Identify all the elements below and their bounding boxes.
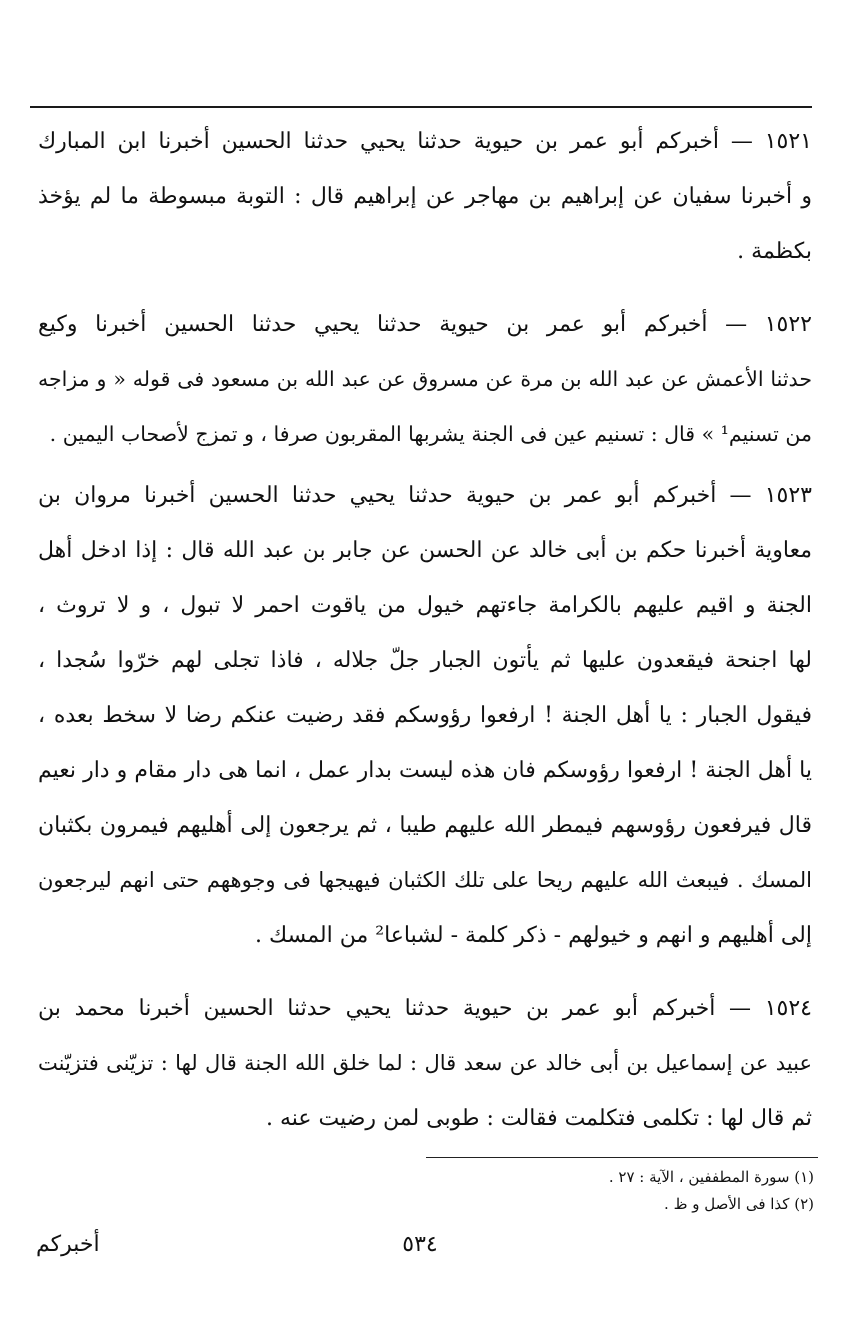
footnote: (٢) كذا فى الأصل و ظ .: [664, 1195, 814, 1213]
text-line: ثم قال لها : تكلمى فتكلمت فقالت : طوبى لمن رضيت عنه .: [265, 1106, 812, 1131]
text-line: يا أهل الجنة ! ارفعوا رؤوسكم فان هذه ليست بدار عمل ، انما هى دار مقام و دار نعيم: [38, 758, 812, 783]
text-line: عبيد عن إسماعيل بن أبى خالد عن سعد قال : لما خلق الله الجنة قال لها : تزيّنى فتزيّنت: [38, 1051, 812, 1075]
text-line: من تسنيم¹ » قال : تسنيم عين فى الجنة يشربها المقربون صرفا ، و تمزج لأصحاب اليمين .: [49, 422, 812, 446]
footnote: (١) سورة المطففين ، الآية : ٢٧ .: [608, 1168, 814, 1186]
text-line: ١٥٢١ — أخبركم أبو عمر بن حيوية حدثنا يحيي حدثنا الحسين أخبرنا ابن المبارك: [38, 129, 812, 154]
text-line: لها اجنحة فيقعدون عليها ثم يأتون الجبار جلّ جلاله ، فاذا تجلى لهم خرّوا سُجدا ،: [38, 648, 812, 673]
page-footer: [0, 1232, 856, 1272]
text-line: معاوية أخبرنا حكم بن أبى خالد عن الحسن عن جابر بن عبد الله قال : إذا ادخل أهل: [38, 538, 812, 563]
entry-1521: [38, 114, 812, 279]
text-line: قال فيرفعون رؤوسهم فيمطر الله عليهم طيبا ، ثم يرجعون إلى أهليهم فيمرون بكثبان: [38, 813, 812, 838]
text-line: فيقول الجبار : يا أهل الجنة ! ارفعوا رؤوسكم فقد رضيت عنكم رضا لا سخط بعده ،: [38, 703, 812, 728]
entry-1522: [38, 297, 812, 462]
text-line: الجنة و اقيم عليهم بالكرامة جاءتهم خيول من ياقوت احمر لا تبول ، و لا تروث ،: [38, 593, 812, 618]
main-text: [38, 114, 812, 1146]
text-line: إلى أهليهم و انهم و خيولهم - ذكر كلمة - لشباعا² من المسك .: [255, 923, 812, 948]
page-number: ٥٣٤: [402, 1232, 438, 1257]
header-rule: [30, 106, 812, 108]
entry-1524: [38, 981, 812, 1146]
text-line: ١٥٢٢ — أخبركم أبو عمر بن حيوية حدثنا يحيي حدثنا الحسين أخبرنا وكيع: [38, 312, 812, 337]
text-line: حدثنا الأعمش عن عبد الله بن مرة عن مسروق عن عبد الله بن مسعود فى قوله « و مزاجه: [38, 367, 812, 391]
text-line: و أخبرنا سفيان عن إبراهيم بن مهاجر عن إبراهيم قال : التوبة مبسوطة ما لم يؤخذ: [38, 184, 812, 209]
text-line: ١٥٢٣ — أخبركم أبو عمر بن حيوية حدثنا يحيي حدثنا الحسين أخبرنا مروان بن: [38, 483, 812, 508]
text-line: بكظمة .: [737, 239, 812, 264]
footnotes: [314, 1164, 814, 1218]
entry-1523: [38, 468, 812, 963]
footnote-rule: [426, 1157, 818, 1158]
catchword: أخبركم: [36, 1232, 100, 1257]
text-line: المسك . فيبعث الله عليهم ريحا على تلك الكثبان فيهيجها فى وجوههم حتى انهم ليرجعون: [38, 868, 812, 892]
text-line: ١٥٢٤ — أخبركم أبو عمر بن حيوية حدثنا يحيي حدثنا الحسين أخبرنا محمد بن: [38, 996, 812, 1021]
